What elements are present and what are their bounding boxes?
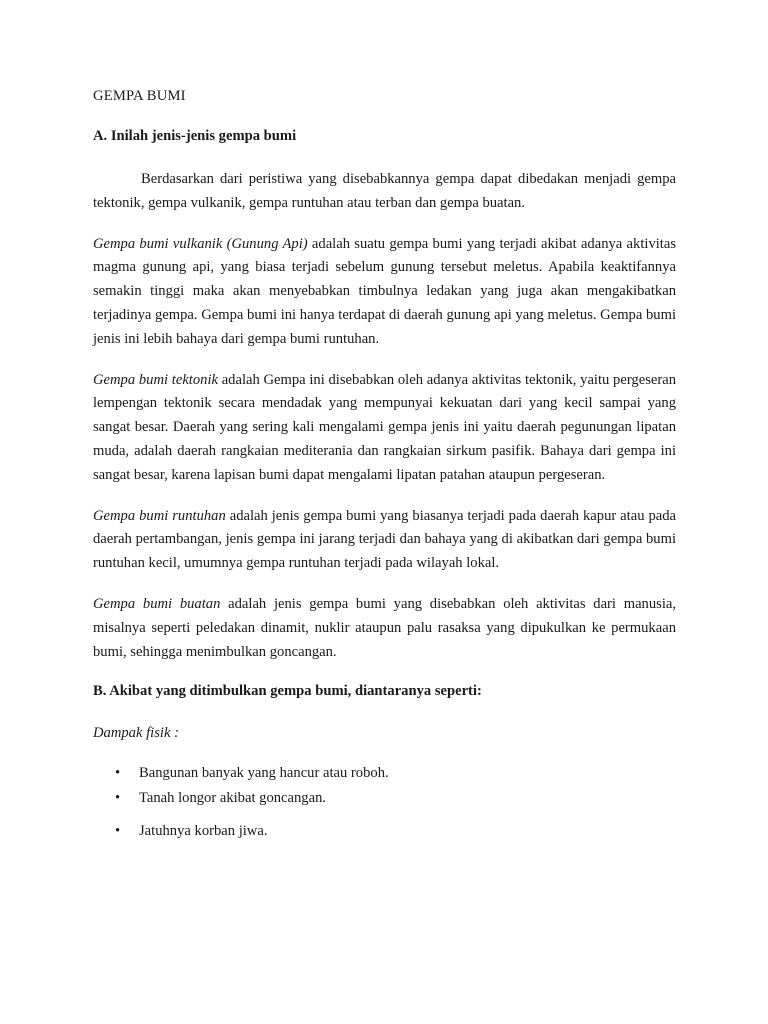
list-item-text: Jatuhnya korban jiwa. [139,823,268,840]
paragraph-runtuhan [93,505,676,576]
paragraph-buatan-text: adalah jenis gempa bumi yang disebabkan oleh aktivitas dari manusia, misalnya seperti peledakan dinamit, nuklir ataupun palu rasaksa yang dipukulkan ke permukaan bumi, sehingga menimbulkan goncangan. [93,595,676,660]
term-tektonik: Gempa bumi tektonik [93,371,218,388]
paragraph-tektonik [93,369,676,488]
section-b-heading: B. Akibat yang ditimbulkan gempa bumi, diantaranya seperti: [93,683,482,700]
dampak-fisik-list [93,763,676,841]
bullet-icon: • [115,765,121,782]
document-title: GEMPA BUMI [93,88,186,104]
paragraph-tektonik-text: adalah Gempa ini disebabkan oleh adanya aktivitas tektonik, yaitu pergeseran lempengan tektonik secara mendadak yang mempunyai kekuatan dari yang kecil sampai yang sangat besar. Daerah yang sering kali mengalami gempa jenis ini yaitu daerah pegunungan lipatan muda, adalah daerah rangkaian mediterania dan rangkaian sirkum pasifik. Bahaya dari gempa ini sangat besar, karena lapisan bumi dapat mengalami lipatan patahan ataupun pergeseran. [93,371,676,483]
bullet-icon: • [115,823,121,840]
term-buatan: Gempa bumi buatan [93,595,221,612]
intro-paragraph: Berdasarkan dari peristiwa yang disebabkannya gempa dapat dibedakan menjadi gempa tektonik, gempa vulkanik, gempa runtuhan atau terban dan gempa buatan. [93,171,676,211]
list-item-text: Bangunan banyak yang hancur atau roboh. [139,765,389,782]
section-a-heading: A. Inilah jenis-jenis gempa bumi [93,128,297,144]
paragraph-vulkanik-text: adalah suatu gempa bumi yang terjadi akibat adanya aktivitas magma gunung api, yang biasa terjadi sebelum gunung tersebut meletus. Apabila keaktifannya semakin tinggi maka akan menyebabkan timbulnya ledakan yang juga akan mengakibatkan terjadinya gempa. Gempa bumi ini hanya terdapat di daerah gunung api yang meletus. Gempa bumi jenis ini lebih bahaya dari gempa bumi runtuhan. [93,235,677,347]
term-vulkanik: Gempa bumi vulkanik (Gunung Api) [93,235,308,252]
paragraph-buatan [93,593,676,664]
document-page [93,86,676,846]
paragraph-vulkanik [93,233,676,352]
list-item [93,763,676,783]
paragraph-runtuhan-text: adalah jenis gempa bumi yang biasanya terjadi pada daerah kapur atau pada daerah pertambangan, jenis gempa ini jarang terjadi dan bahaya yang di akibatkan dari gempa bumi runtuhan kecil, umumnya gempa runtuhan terjadi pada wilayah lokal. [93,507,676,572]
list-item [93,821,676,841]
list-item-text: Tanah longor akibat goncangan. [139,790,327,807]
dampak-fisik-subheading: Dampak fisik : [93,725,179,742]
term-runtuhan: Gempa bumi runtuhan [93,507,226,524]
list-item [93,788,676,808]
bullet-icon: • [115,790,121,807]
